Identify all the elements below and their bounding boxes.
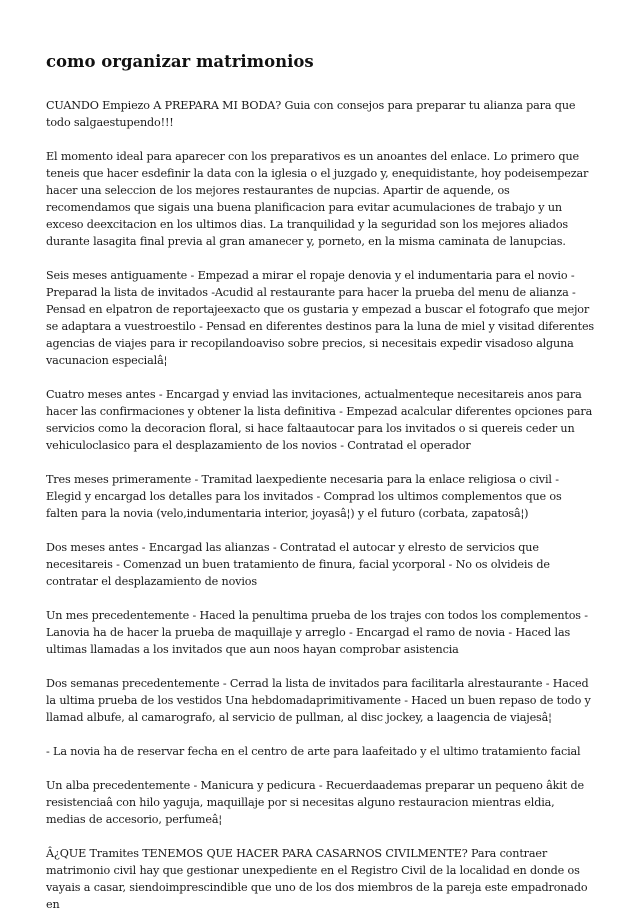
paragraph: Tres meses primeramente - Tramitad laexpediente necesaria para la enlace religiosa o civil -Elegid y encargad los detalles para los invitados - Comprad los ultimos complementos que os falten para la novia (velo,indumentaria interior, joyasâ¦) y el futuro (corbata, zapatosâ¦) bbox=[46, 473, 562, 520]
paragraph: CUANDO Empiezo A PREPARA MI BODA? Guia con consejos para preparar tu alianza para que todo salgaestupendo!!! bbox=[46, 99, 576, 129]
document-title: como organizar matrimonios bbox=[46, 52, 314, 71]
paragraph: Â¿QUE Tramites TENEMOS QUE HACER PARA CASARNOS CIVILMENTE? Para contraer matrimonio civil hay que gestionar unexpediente en el Registro Civil de la localidad en donde os vayais a casar, siendoimprescindible que uno de los dos miembros de la pareja este empadronado en bbox=[46, 847, 588, 911]
document-body bbox=[46, 97, 594, 913]
paragraph: Seis meses antiguamente - Empezad a mirar el ropaje denovia y el indumentaria para el novio - Preparad la lista de invitados -Acudid al restaurante para hacer la prueba del menu de alianza - Pensad en elpatron de reportajeexacto que os gustaria y empezad a buscar el fotografo que mejor se adaptara a vuestroestilo - Pensad en diferentes destinos para la luna de miel y visitad diferentes agencias de viajes para ir recopilandoaviso sobre precios, si necesitais expedir visadoso alguna vacunacion especialâ¦ bbox=[46, 269, 595, 367]
paragraph: Dos semanas precedentemente - Cerrad la lista de invitados para facilitarla alrestaurante - Haced la ultima prueba de los vestidos Una hebdomadaprimitivamente - Haced un buen repaso de todo y llamad albufe, al camarografo, al servicio de pullman, al disc jockey, a laagencia de viajesâ¦ bbox=[46, 677, 591, 724]
paragraph: Un mes precedentemente - Haced la penultima prueba de los trajes con todos los complementos - Lanovia ha de hacer la prueba de maquillaje y arreglo - Encargad el ramo de novia - Haced las ultimas llamadas a los invitados que aun noos hayan comprobar asistencia bbox=[46, 609, 588, 656]
document-page bbox=[46, 0, 594, 913]
paragraph: El momento ideal para aparecer con los preparativos es un anoantes del enlace. Lo primero que teneis que hacer esdefinir la data con la iglesia o el juzgado y, enequidistante, hoy podeisempezar hacer una seleccion de los mejores restaurantes de nupcias. Apartir de aquende, os recomendamos que sigais una buena planificacion para evitar acumulaciones de trabajo y un exceso deexcitacion en los ultimos dias. La tranquilidad y la seguridad son los mejores aliados durante lasagita final previa al gran amanecer y, porneto, en la misma caminata de lanupcias. bbox=[46, 150, 589, 248]
paragraph: Dos meses antes - Encargad las alianzas - Contratad el autocar y elresto de servicios que necesitareis - Comenzad un buen tratamiento de finura, facial ycorporal - No os olvideis de contratar el desplazamiento de novios bbox=[46, 541, 550, 588]
paragraph: - La novia ha de reservar fecha en el centro de arte para laafeitado y el ultimo tratamiento facial bbox=[46, 745, 581, 758]
paragraph: Un alba precedentemente - Manicura y pedicura - Recuerdaademas preparar un pequeno âkit de resistenciaâ con hilo yaguja, maquillaje por si necesitas alguno restauracion mientras eldia, medias de accesorio, perfumeâ¦ bbox=[46, 779, 584, 826]
paragraph: Cuatro meses antes - Encargad y enviad las invitaciones, actualmenteque necesitareis anos para hacer las confirmaciones y obtener la lista definitiva - Empezad acalcular diferentes opciones para servicios como la decoracion floral, si hace faltaautocar para los invitados o si quereis ceder un vehiculoclasico para el desplazamiento de los novios - Contratad el operador bbox=[46, 388, 593, 452]
